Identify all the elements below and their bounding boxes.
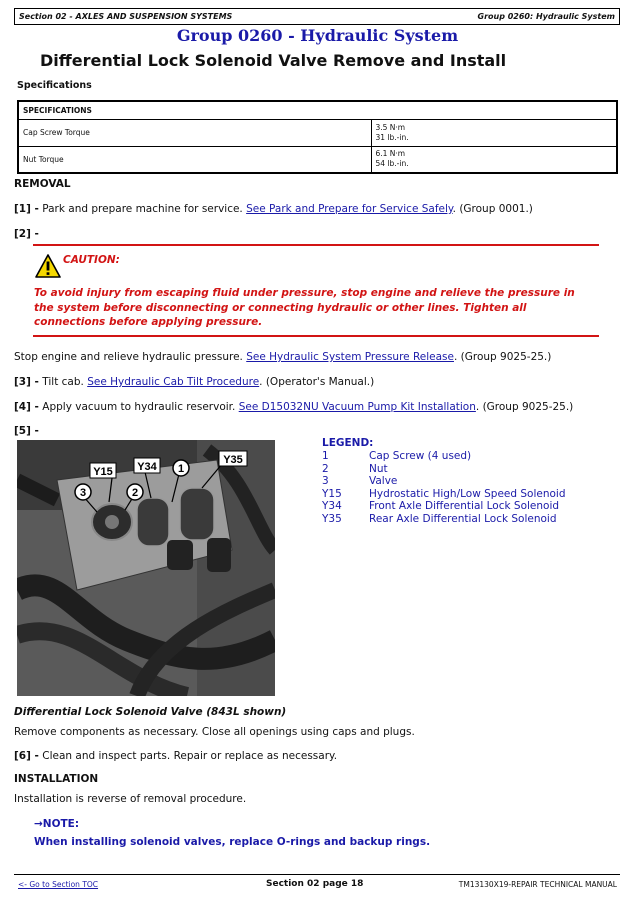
step-number: [4] - <box>14 401 39 413</box>
step-6 <box>14 750 337 762</box>
manual-id: TM13130X19-REPAIR TECHNICAL MANUAL <box>458 880 617 889</box>
step-text: Park and prepare machine for service. <box>42 203 243 215</box>
page-number: Section 02 page 18 <box>266 879 364 889</box>
list-item <box>322 513 566 526</box>
callout-2: 2 <box>131 487 139 499</box>
caution-box <box>33 244 599 337</box>
spec-item: Cap Screw Torque <box>18 119 371 146</box>
header-group: Group 0260: Hydraulic System <box>477 12 615 21</box>
list-item <box>322 463 566 476</box>
specifications-table <box>17 100 618 174</box>
step-text: Tilt cab. <box>42 376 84 388</box>
legend-desc: Rear Axle Differential Lock Solenoid <box>369 512 557 525</box>
legend-key: Y35 <box>322 512 342 525</box>
solenoid-valve-photo <box>17 440 275 696</box>
spec-table-header: SPECIFICATIONS <box>18 101 617 119</box>
cab-tilt-link[interactable]: See Hydraulic Cab Tilt Procedure <box>87 376 260 388</box>
step-3 <box>14 376 374 388</box>
step-number: [6] - <box>14 750 39 762</box>
callout-y34: Y34 <box>137 461 157 473</box>
caution-label: CAUTION: <box>63 254 120 266</box>
footer-divider <box>14 874 620 875</box>
table-row <box>18 146 617 173</box>
note-label: →NOTE: <box>34 818 80 830</box>
step-text: Clean and inspect parts. Repair or replace as necessary. <box>42 750 338 762</box>
list-item <box>322 500 566 513</box>
legend-key: 2 <box>322 462 329 475</box>
table-row <box>18 119 617 146</box>
figure-caption: Differential Lock Solenoid Valve (843L shown) <box>14 706 287 718</box>
specifications-heading: Specifications <box>17 80 92 91</box>
group-title: Group 0260 - Hydraulic System <box>176 26 459 45</box>
caution-text: To avoid injury from escaping fluid under pressure, stop engine and relieve the pressure in the system before disconnecting or connecting hydraulic or other lines. Tighten all connections before applying pressure. <box>34 287 575 328</box>
step-suffix: . (Group 9025-25.) <box>475 401 574 413</box>
legend-desc: Front Axle Differential Lock Solenoid <box>369 500 560 512</box>
legend-title: LEGEND: <box>322 437 374 449</box>
step-5-number: [5] - <box>14 425 39 437</box>
removal-heading: REMOVAL <box>14 178 71 190</box>
spec-metric: 6.1 N·m <box>375 149 406 159</box>
step-1 <box>14 203 533 215</box>
callout-y15: Y15 <box>93 466 113 478</box>
legend-desc: Hydrostatic High/Low Speed Solenoid <box>369 487 566 500</box>
spec-item: Nut Torque <box>18 146 371 173</box>
park-prepare-link[interactable]: See Park and Prepare for Service Safely <box>246 203 453 215</box>
legend-desc: Nut <box>369 462 388 475</box>
step-text: Stop engine and relieve hydraulic pressure. <box>14 351 243 363</box>
step-2-number: [2] - <box>14 228 39 240</box>
callout-3: 3 <box>79 487 87 499</box>
legend-desc: Cap Screw (4 used) <box>369 450 472 462</box>
step-number: [1] - <box>14 203 39 215</box>
list-item <box>322 475 566 488</box>
callout-1: 1 <box>177 463 185 475</box>
legend-key: Y34 <box>322 500 342 512</box>
spec-imperial: 31 lb.-in. <box>375 132 409 142</box>
warning-icon <box>35 253 61 279</box>
step-4 <box>14 401 573 413</box>
legend-key: Y15 <box>322 487 342 500</box>
installation-heading: INSTALLATION <box>14 773 99 785</box>
note-text: When installing solenoid valves, replace O-rings and backup rings. <box>34 836 431 848</box>
header-section: Section 02 - AXLES AND SUSPENSION SYSTEMS <box>19 12 233 21</box>
legend <box>322 437 566 525</box>
step-2-text <box>14 351 551 363</box>
list-item <box>322 450 566 463</box>
list-item <box>322 488 566 501</box>
page-title: Differential Lock Solenoid Valve Remove and Install <box>40 51 507 70</box>
installation-text: Installation is reverse of removal procedure. <box>14 793 247 805</box>
spec-metric: 3.5 N·m <box>375 122 406 132</box>
pressure-release-link[interactable]: See Hydraulic System Pressure Release <box>246 351 454 363</box>
remove-components-text: Remove components as necessary. Close all openings using caps and plugs. <box>14 726 415 738</box>
step-suffix: . (Operator's Manual.) <box>259 376 375 388</box>
page-header <box>14 8 620 25</box>
callout-y35: Y35 <box>223 454 243 466</box>
step-suffix: . (Group 0001.) <box>452 203 533 215</box>
legend-key: 1 <box>322 450 329 462</box>
spec-value <box>371 146 617 173</box>
spec-value <box>371 119 617 146</box>
step-number: [3] - <box>14 376 39 388</box>
spec-imperial: 54 lb.-in. <box>375 159 409 169</box>
section-toc-link[interactable]: <- Go to Section TOC <box>18 880 99 889</box>
legend-desc: Valve <box>369 475 398 487</box>
vacuum-pump-link[interactable]: See D15032NU Vacuum Pump Kit Installation <box>238 401 476 413</box>
step-text: Apply vacuum to hydraulic reservoir. <box>42 401 236 413</box>
legend-key: 3 <box>322 475 329 487</box>
step-suffix: . (Group 9025-25.) <box>453 351 552 363</box>
